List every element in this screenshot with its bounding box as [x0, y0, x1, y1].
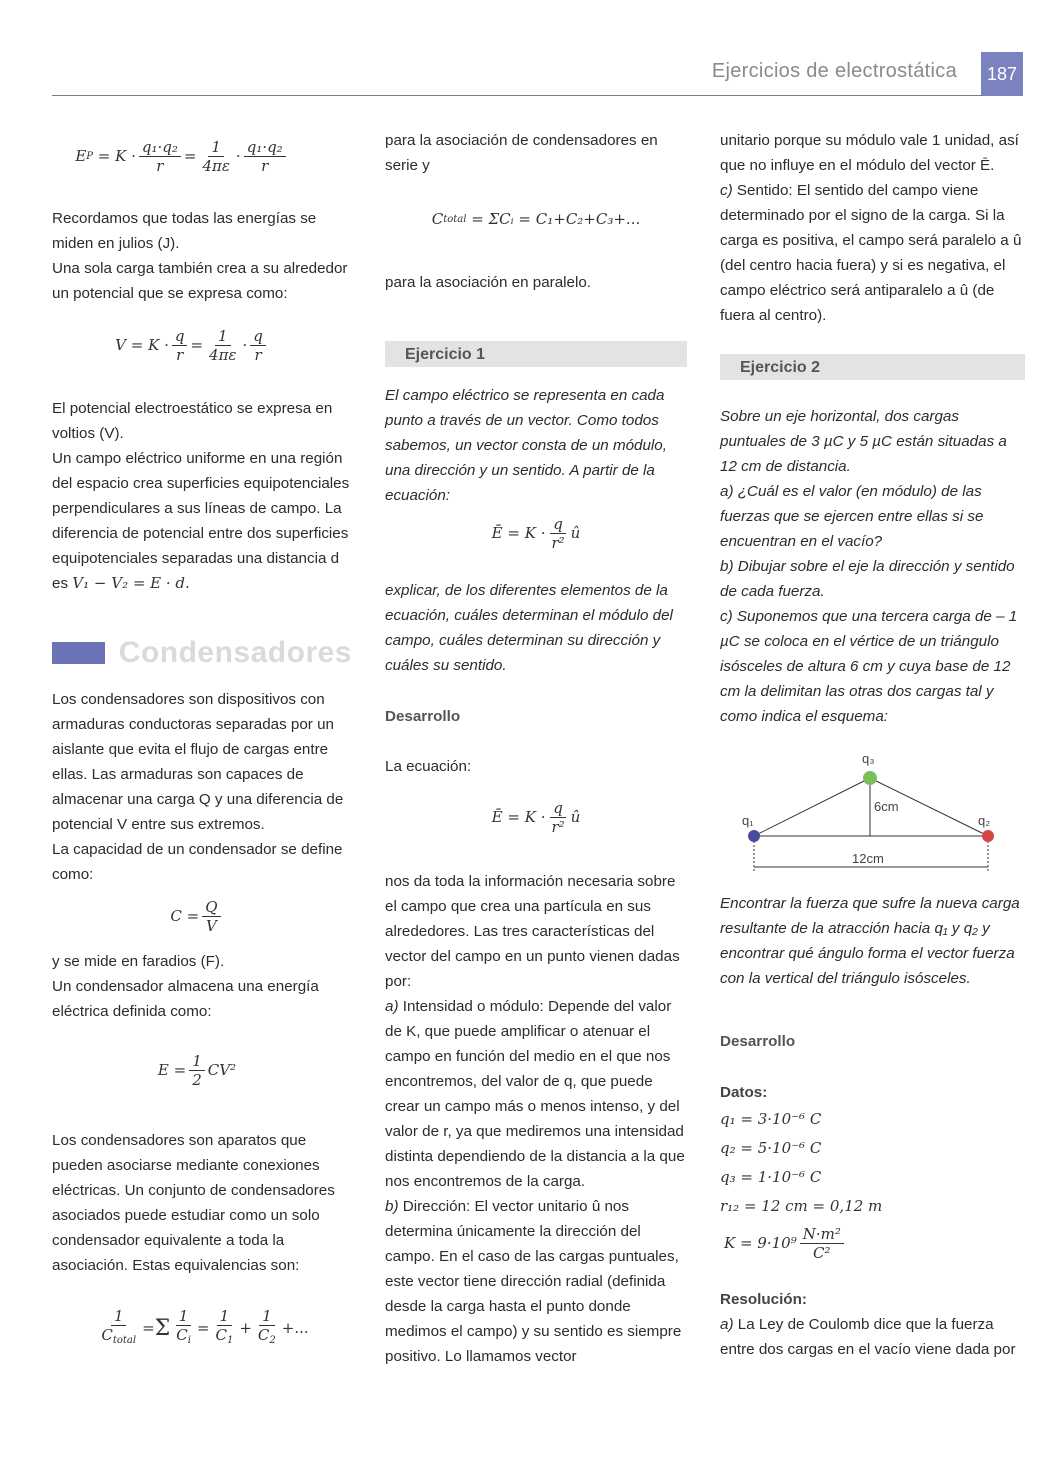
- exercise-text: b) Dibujar sobre el eje la dirección y sentido de cada fuerza.: [720, 558, 1015, 600]
- exercise-text: El campo eléctrico se representa en cada punto a través de un vector. Como todos sabemos, un vector consta de un módulo, una dirección y un sentido. A partir de la ecuación:: [385, 387, 667, 504]
- column-1: [52, 128, 352, 1356]
- paragraph: a) La Ley de Coulomb dice que la fuerza entre dos cargas en el vacío viene dada por: [720, 1316, 1016, 1358]
- charge-q2: [982, 830, 994, 842]
- data-item: q₃ = 1·10⁻⁶ C: [720, 1168, 822, 1186]
- label-base: 12cm: [852, 851, 884, 866]
- development-heading: Desarrollo: [385, 708, 461, 725]
- exercise-text: a) ¿Cuál es el valor (en módulo) de las fuerzas que se ejercen entre ellas si se encuentran en el vacío?: [720, 483, 984, 550]
- label-q3: q₃: [862, 751, 875, 766]
- charge-q1: [748, 830, 760, 842]
- exercise-text: Encontrar la fuerza que sufre la nueva carga resultante de la atracción hacia q₁ y q₂ y encontrar qué ángulo forma el vector fuerza con la vertical del triángulo isósceles.: [720, 895, 1020, 987]
- paragraph: nos da toda la información necesaria sobre el campo que crea una partícula en sus alrededores. Las tres características del vector del campo en un punto vienen dadas por:: [385, 873, 680, 990]
- paragraph: Los condensadores son dispositivos con armaduras conductoras separadas por un aislante que evita el flujo de cargas entre ellas. Las armaduras son capaces de almacenar una carga Q y una diferencia de potencial V entre sus extremos.: [52, 691, 344, 833]
- equation-parallel: C total = ΣCᵢ = C₁+C₂+C₃+...: [431, 209, 641, 228]
- equation-field: Ē = K · $\frac{q}{\text{r²}}$ û: [491, 514, 581, 552]
- section-title: Condensadores: [118, 636, 352, 669]
- paragraph: para la asociación de condensadores en serie y: [385, 132, 658, 174]
- column-2: [385, 128, 687, 1369]
- development-heading: Desarrollo: [720, 1033, 796, 1050]
- inline-equation: V₁ − V₂ = E · d.: [72, 574, 190, 592]
- equation-potential: V = K · $\frac{q}{r}$ = $\frac{1}{4\pi\varepsilon}$ · $\frac{q}{r}$: [32, 320, 352, 370]
- page-number-badge: 187: [981, 52, 1023, 96]
- paragraph: La capacidad de un condensador se define como:: [52, 841, 343, 883]
- exercise-text: explicar, de los diferentes elementos de la ecuación, cuáles determinan el módulo del campo, cuáles determinan su dirección y cuáles su sentido.: [385, 582, 673, 674]
- label-q1: q₁: [742, 813, 754, 828]
- paragraph: c) Sentido: El sentido del campo viene determinado por el signo de la carga. Si la carga es positiva, el campo será paralelo a û (del centro hacia fuera) y si es negativa, el campo eléctrico será antiparalelo a û (de fuera al centro).: [720, 182, 1022, 324]
- exercise-1-heading: Ejercicio 1: [385, 341, 687, 367]
- column-3: [720, 128, 1025, 1362]
- paragraph: para la asociación en paralelo.: [385, 274, 592, 291]
- triangle-side-left: [754, 778, 870, 836]
- section-square-icon: [52, 642, 105, 664]
- data-item: r₁₂ = 12 cm = 0,12 m: [720, 1197, 883, 1215]
- charges-triangle-diagram: [720, 733, 1020, 873]
- equation-field-repeat: Ē = K · $\frac{q}{\text{r²}}$ û: [491, 798, 581, 836]
- paragraph: El potencial electroestático se expresa en voltios (V).: [52, 400, 333, 442]
- equation-energy: E = $\frac{1}{2}$ CV²: [157, 1051, 237, 1089]
- paragraph: La ecuación:: [385, 758, 472, 775]
- data-item: q₂ = 5·10⁻⁶ C: [720, 1139, 822, 1157]
- paragraph: Un condensador almacena una energía eléctrica definida como:: [52, 978, 319, 1020]
- data-heading: Datos:: [720, 1084, 768, 1101]
- header-rule: [52, 95, 982, 96]
- equation-k: K = 9·10⁹ $\frac{\text{N·m²}}{\text{C²}}$: [724, 1221, 1025, 1265]
- paragraph: Un campo eléctrico uniforme en una región del espacio crea superficies equipotenciales perpendiculares a sus líneas de campo. La diferencia de potencial entre dos superficies equipotenciales separadas una distancia d es V₁ − V₂ = E · d.: [52, 450, 350, 592]
- data-list: [720, 1105, 1025, 1221]
- paragraph: y se mide en faradios (F).: [52, 953, 225, 970]
- resolution-heading: Resolución:: [720, 1291, 807, 1308]
- paragraph: a) Intensidad o módulo: Depende del valor de K, que puede amplificar o atenuar el campo en función del medio en el que nos encontremos, del valor de q, que puede crear un campo más o menos intenso, y del valor de r, ya que mediremos una intensidad distinta dependiendo de la distancia a la que nos encontremos de la carga.: [385, 998, 685, 1190]
- charge-q3: [863, 771, 877, 785]
- paragraph: Una sola carga también crea a su alrededor un potencial que se expresa como:: [52, 260, 348, 302]
- exercise-text: Sobre un eje horizontal, dos cargas puntuales de 3 µC y 5 µC están situadas a 12 cm de distancia.: [720, 408, 1007, 475]
- exercise-text: c) Suponemos que una tercera carga de – 1 µC se coloca en el vértice de un triángulo isósceles de altura 6 cm y cuya base de 12 cm la delimitan las otras dos cargas tal y como indica el esquema:: [720, 608, 1018, 725]
- data-item: q₁ = 3·10⁻⁶ C: [720, 1110, 822, 1128]
- equation-series: $\frac{1}{C_{total}}$ = Σ $\frac{1}{C_i}$ = $\frac{1}{C_1}$ + $\frac{1}{C_2}$ +...: [101, 1306, 309, 1346]
- equation-capacitance: C = $\frac{Q}{V}$: [42, 891, 352, 941]
- section-heading: [52, 636, 352, 669]
- paragraph: b) Dirección: El vector unitario û nos determina únicamente la dirección del campo. En el caso de las cargas puntuales, este vector tiene dirección radial (definida desde la carga hasta el punto donde medimos el campo) y su sentido es siempre positivo. Lo llamamos vector: [385, 1198, 682, 1365]
- paragraph: unitario porque su módulo vale 1 unidad, así que no influye en el módulo del vector Ē.: [720, 132, 1019, 174]
- exercise-2-heading: Ejercicio 2: [720, 354, 1025, 380]
- equation-potential-energy: E P = K · $\frac{\text{q₁·q₂}}{r}$ = $\frac{1}{4\pi\varepsilon}$ · $\frac{\text{q₁·q₂}}{r}$: [12, 130, 352, 182]
- label-height: 6cm: [874, 799, 899, 814]
- label-q2: q₂: [978, 813, 991, 828]
- header-title: Ejercicios de electrostática: [711, 60, 957, 82]
- paragraph: Los condensadores son aparatos que pueden asociarse mediante conexiones eléctricas. Un conjunto de condensadores asociados puede estudiar como un solo condensador equivalente a toda la asociación. Estas equivalencias son:: [52, 1132, 335, 1274]
- paragraph: Recordamos que todas las energías se miden en julios (J).: [52, 210, 317, 252]
